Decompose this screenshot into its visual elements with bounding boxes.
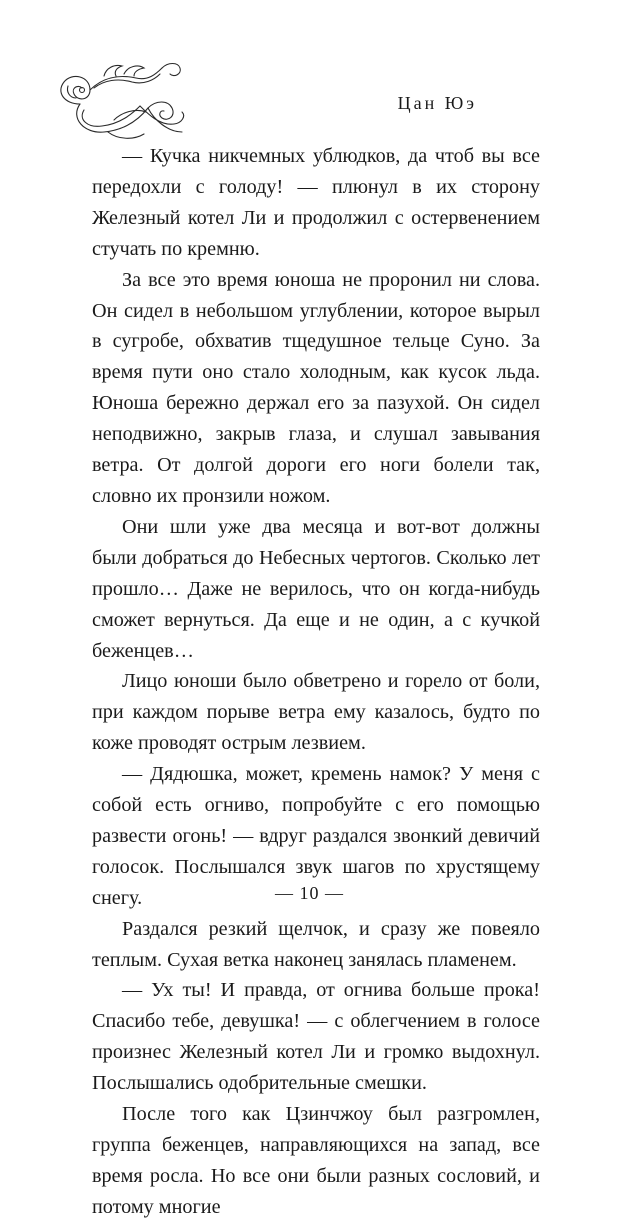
page-number: — 10 —	[275, 883, 344, 903]
paragraph: После того как Цзинчжоу был разгромлен, группа беженцев, направляющихся на запад, все время росла. Но все они были разных сословий, и потому многие	[92, 1103, 540, 1218]
paragraph: Они шли уже два месяца и вот-вот должны были добраться до Небесных чертогов. Сколько лет прошло… Даже не верилось, что он когда-нибудь сможет вернуться. Да еще и не один, а с кучкой беженцев…	[92, 515, 540, 662]
running-title: Цан Юэ	[397, 93, 477, 113]
paragraph: — Дядюшка, может, кремень намок? У меня с собой есть огниво, попробуйте с его помощью развести огонь! — вдруг раздался звонкий девичий голосок. Послышался звук шагов по хрустящему снегу.	[92, 763, 540, 909]
paragraph: Раздался резкий щелчок, и сразу же повеяло теплым. Сухая ветка наконец занялась пламенем.	[92, 917, 540, 971]
paragraph: — Ух ты! И правда, от огнива больше прока! Спасибо тебе, девушка! — с облегчением в голосе произнес Железный котел Ли и громко выдохнул. Послышались одобрительные смешки.	[92, 979, 540, 1095]
paragraph: Лицо юноши было обветрено и горело от боли, при каждом порыве ветра ему казалось, будто по коже проводят острым лезвием.	[92, 670, 540, 755]
paragraph: — Кучка никчемных ублюдков, да чтоб вы все передохли с голоду! — плюнул в их сторону Железный котел Ли и продолжил с остервенением стучать по кремню.	[92, 145, 540, 260]
page-text	[92, 141, 540, 1223]
paragraph: За все это время юноша не проронил ни слова. Он сидел в небольшом углублении, которое вырыл в сугробе, обхватив тщедушное тельце Суно. За время пути оно стало холодным, как кусок льда. Юноша бережно держал его за пазухой. Он сидел неподвижно, закрыв глаза, и слушал завывания ветра. От долгой дороги его ноги болели так, словно их пронзили ножом.	[92, 268, 540, 507]
